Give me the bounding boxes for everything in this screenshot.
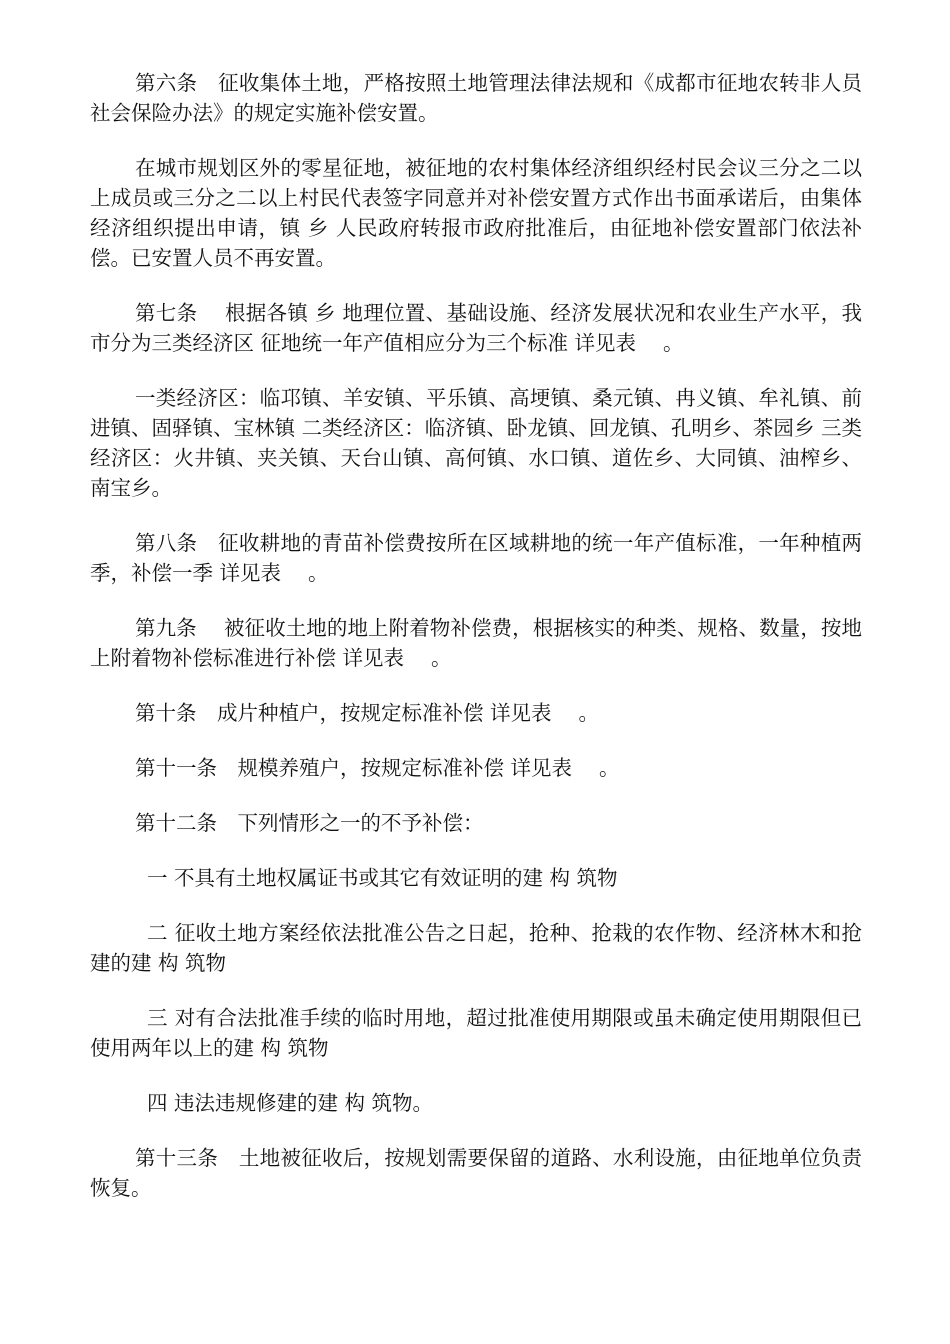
document-page	[90, 68, 862, 1228]
article-12-item-2: 二 征收土地方案经依法批准公告之日起，抢种、抢栽的农作物、经济林木和抢建的建 构 筑物	[90, 921, 862, 975]
article-13-paragraph: 第十三条 土地被征收后，按规划需要保留的道路、水利设施，由征地单位负责恢复。	[90, 1146, 862, 1200]
article-9-paragraph: 第九条 被征收土地的地上附着物补偿费，根据核实的种类、规格、数量，按地上附着物补偿标准进行补偿 详见表 。	[90, 616, 862, 670]
article-10-paragraph: 第十条 成片种植户，按规定标准补偿 详见表 。	[135, 701, 600, 725]
article-7-paragraph: 第七条 根据各镇 乡 地理位置、基础设施、经济发展状况和农业生产水平，我市分为三类经济区 征地统一年产值相应分为三个标准 详见表 。	[90, 301, 862, 355]
article-12-paragraph: 第十二条 下列情形之一的不予补偿：	[135, 811, 484, 835]
article-11-paragraph: 第十一条 规模养殖户，按规定标准补偿 详见表 。	[135, 756, 620, 780]
economic-zones-paragraph: 一类经济区：临邛镇、羊安镇、平乐镇、高埂镇、桑元镇、冉义镇、牟礼镇、前进镇、固驿镇、宝林镇 二类经济区：临济镇、卧龙镇、回龙镇、孔明乡、茶园乡 三类经济区：火井镇、夹关镇、天台山镇、高何镇、水口镇、道佐乡、大同镇、油榨乡、南宝乡。	[90, 386, 862, 500]
article-12-item-4: 四 违法违规修建的建 构 筑物。	[147, 1091, 434, 1115]
article-6-paragraph: 第六条 征收集体土地，严格按照土地管理法律法规和《成都市征地农转非人员社会保险办法》的规定实施补偿安置。	[90, 71, 862, 125]
article-12-item-1: 一 不具有土地权属证书或其它有效证明的建 构 筑物	[147, 866, 618, 890]
article-12-item-3: 三 对有合法批准手续的临时用地，超过批准使用期限或虽未确定使用期限但已使用两年以上的建 构 筑物	[90, 1006, 862, 1060]
article-8-paragraph: 第八条 征收耕地的青苗补偿费按所在区域耕地的统一年产值标准，一年种植两季，补偿一季 详见表 。	[90, 531, 862, 585]
article-6-sporadic-land-paragraph: 在城市规划区外的零星征地，被征地的农村集体经济组织经村民会议三分之二以上成员或三分之二以上村民代表签字同意并对补偿安置方式作出书面承诺后，由集体经济组织提出申请，镇 乡 人民政府转报市政府批准后，由征地补偿安置部门依法补偿。已安置人员不再安置。	[90, 156, 862, 270]
